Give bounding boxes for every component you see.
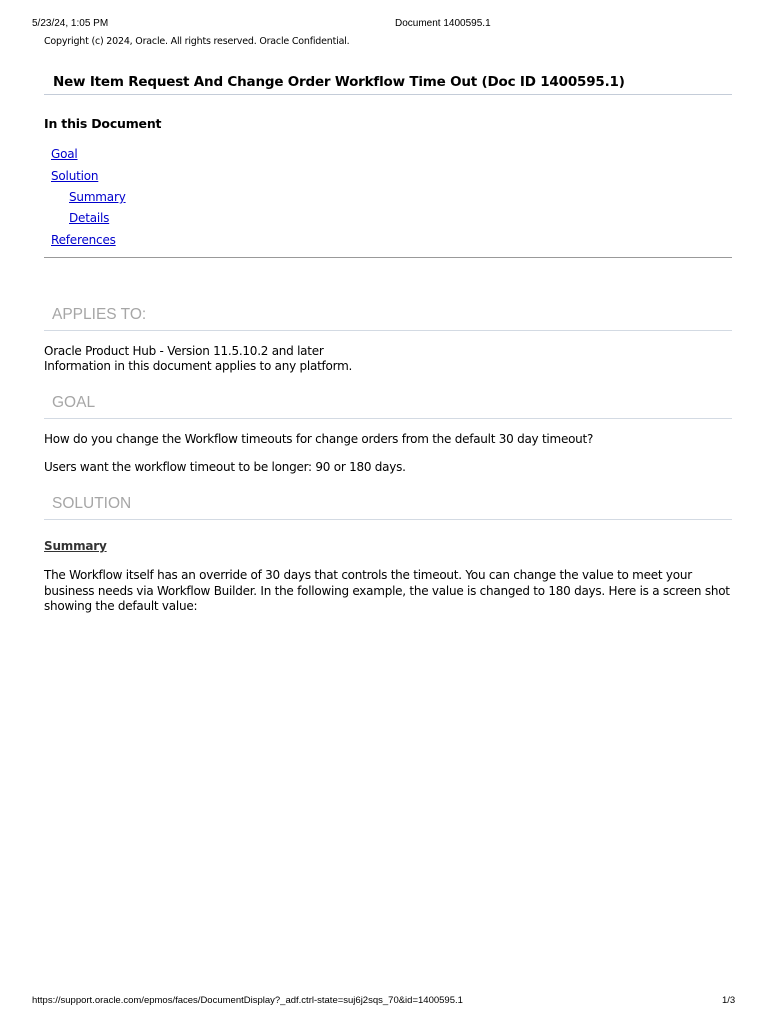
document-title: New Item Request And Change Order Workflow Time Out (Doc ID 1400595.1) bbox=[44, 74, 732, 95]
toc-link-summary[interactable]: Summary bbox=[69, 190, 126, 204]
toc-link-solution[interactable]: Solution bbox=[51, 169, 99, 183]
applies-to-platform: Information in this document applies to any platform. bbox=[44, 359, 353, 373]
goal-heading: GOAL bbox=[44, 394, 732, 419]
solution-heading: SOLUTION bbox=[44, 495, 732, 520]
toc-link-goal[interactable]: Goal bbox=[51, 147, 78, 161]
toc-divider bbox=[44, 257, 732, 258]
toc-link-details[interactable]: Details bbox=[69, 211, 110, 225]
print-doc-label: Document 1400595.1 bbox=[395, 18, 491, 29]
toc-heading: In this Document bbox=[44, 116, 162, 131]
goal-question: How do you change the Workflow timeouts for change orders from the default 30 day timeout? bbox=[44, 432, 594, 446]
summary-paragraph: The Workflow itself has an override of 30 days that controls the timeout. You can change the value to meet your business needs via Workflow Builder. In the following example, the value is changed to 180 days. Here is a screen shot showing the default value: bbox=[44, 568, 730, 613]
copyright-notice: Copyright (c) 2024, Oracle. All rights reserved. Oracle Confidential. bbox=[44, 36, 350, 47]
page-number: 1/3 bbox=[722, 995, 736, 1006]
applies-to-heading: APPLIES TO: bbox=[44, 306, 732, 331]
print-datetime: 5/23/24, 1:05 PM bbox=[32, 18, 109, 29]
goal-requirement: Users want the workflow timeout to be longer: 90 or 180 days. bbox=[44, 460, 406, 474]
print-footer-url: https://support.oracle.com/epmos/faces/DocumentDisplay?_adf.ctrl-state=suj6j2sqs_70&id=1400595.1 bbox=[32, 995, 463, 1006]
summary-heading: Summary bbox=[44, 539, 107, 553]
toc-link-references[interactable]: References bbox=[51, 233, 116, 247]
applies-to-product: Oracle Product Hub - Version 11.5.10.2 and later bbox=[44, 344, 324, 358]
